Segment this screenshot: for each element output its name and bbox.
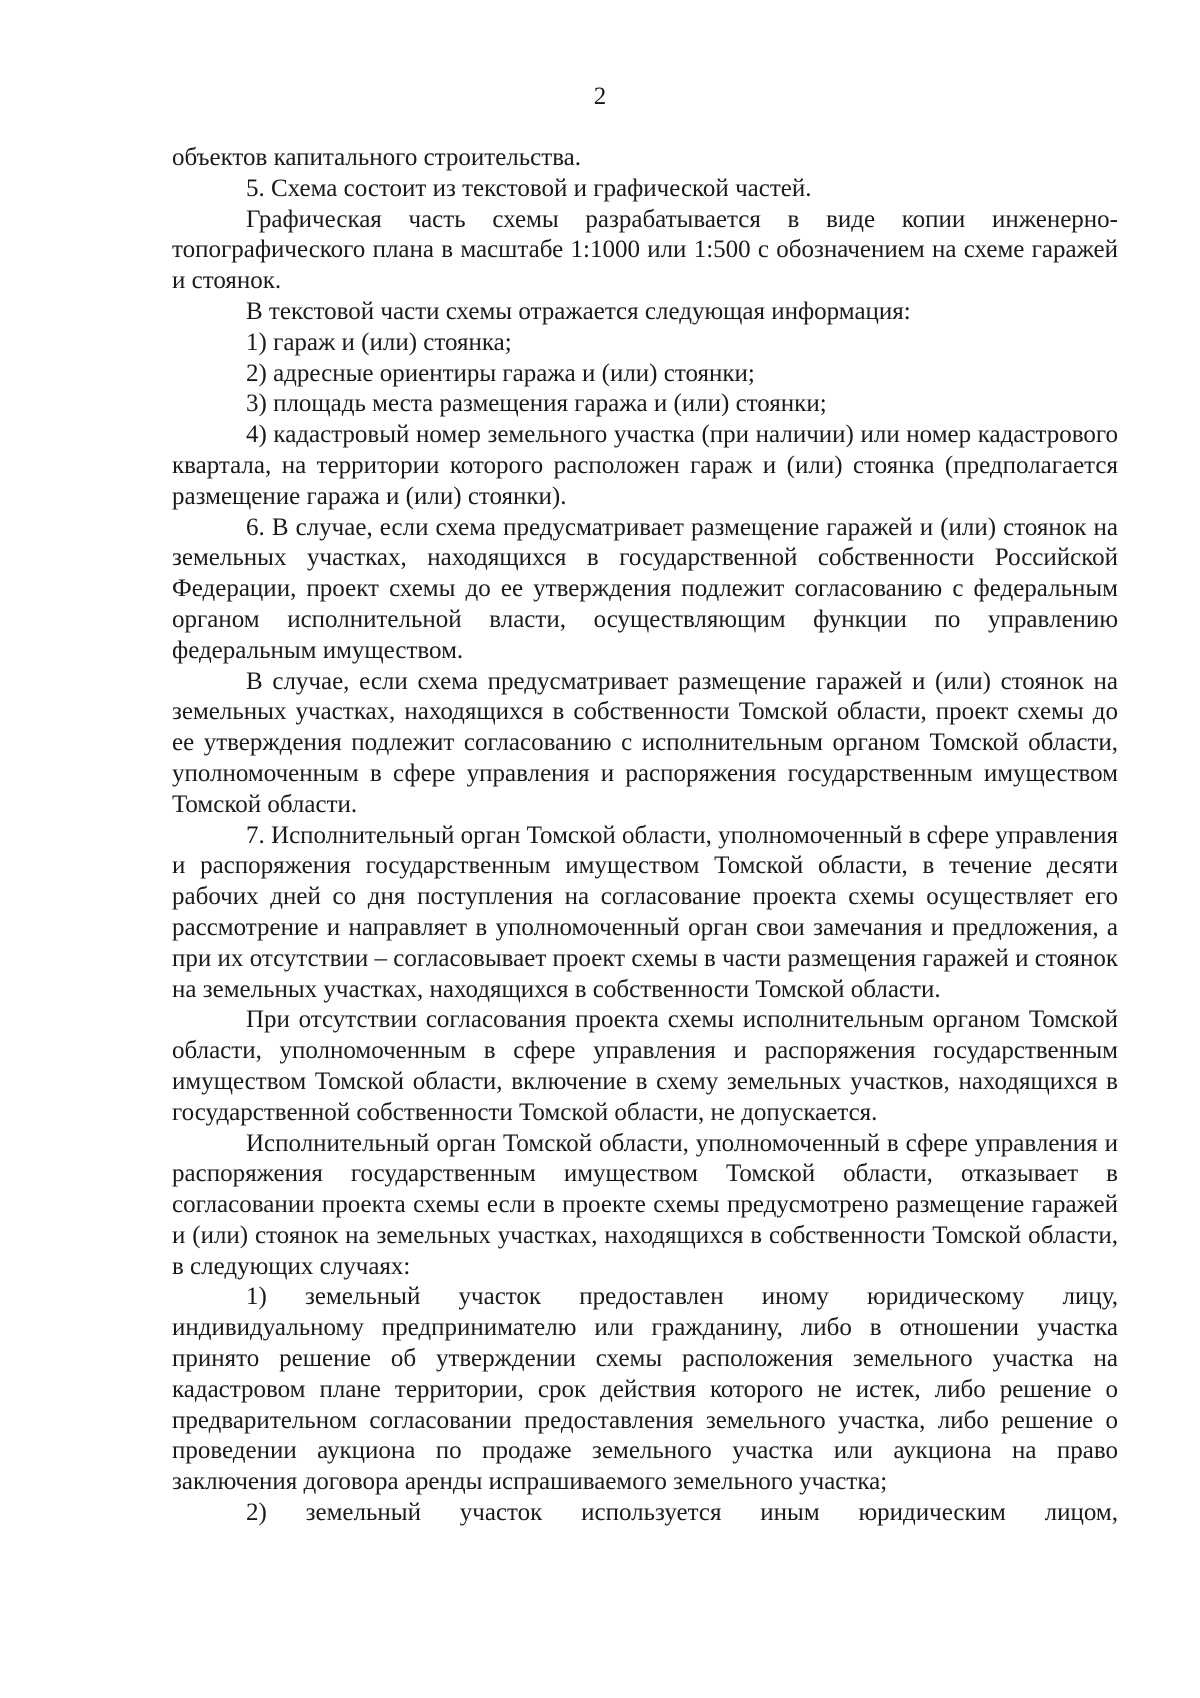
paragraph-no-approval: При отсутствии согласования проекта схемы исполнительным органом Томской области, уполномоченным в сфере управления и распоряжения государственным имуществом Томской области, включение в схему земельных участков, находящихся в государственной собственности Томской области, не допускается. <box>172 1006 1118 1126</box>
paragraph-text-part-intro: В текстовой части схемы отражается следующая информация: <box>246 297 911 325</box>
refusal-case-1: 1) земельный участок предоставлен иному юридическому лицу, индивидуальному предпринимателю или гражданину, либо в отношении участка принято решение об утверждении схемы расположения земельного участка на кадастровом плане территории, срок действия которого не истек, либо решение о предварительном согласовании предоставления земельного участка, либо решение о проведении аукциона по продаже земельного участка или аукциона на право заключения договора аренды испрашиваемого земельного участка; <box>172 1283 1118 1496</box>
list-item-1: 1) гараж и (или) стоянка; <box>246 328 512 356</box>
refusal-case-2: 2) земельный участок используется иным юридическим лицом, <box>246 1499 1118 1527</box>
list-item-3: 3) площадь места размещения гаража и (или) стоянки; <box>246 390 827 418</box>
document-body <box>172 143 1118 1529</box>
paragraph-item-5: 5. Схема состоит из текстовой и графической частей. <box>246 174 812 202</box>
paragraph-graphic-part: Графическая часть схемы разрабатывается в виде копии инженерно-топографического плана в масштабе 1:1000 или 1:500 с обозначением на схеме гаражей и стоянок. <box>172 205 1118 295</box>
paragraph-item-7: 7. Исполнительный орган Томской области, уполномоченный в сфере управления и распоряжения государственным имуществом Томской области, в течение десяти рабочих дней со дня поступления на согласование проекта схемы осуществляет его рассмотрение и направляет в уполномоченный орган свои замечания и предложения, а при их отсутствии – согласовывает проект схемы в части размещения гаражей и стоянок на земельных участках, находящихся в собственности Томской области. <box>172 821 1118 1003</box>
paragraph-item-6: 6. В случае, если схема предусматривает размещение гаражей и (или) стоянок на земельных участках, находящихся в государственной собственности Российской Федерации, проект схемы до ее утверждения подлежит согласованию с федеральным органом исполнительной власти, осуществляющим функции по управлению федеральным имуществом. <box>172 513 1118 664</box>
list-item-2: 2) адресные ориентиры гаража и (или) стоянки; <box>246 359 755 387</box>
paragraph-continuation: объектов капитального строительства. <box>172 144 582 171</box>
list-item-4: 4) кадастровый номер земельного участка (при наличии) или номер кадастрового квартала, на территории которого расположен гараж и (или) стоянка (предполагается размещение гаража и (или) стоянки). <box>172 421 1118 510</box>
paragraph-tomsk-approval: В случае, если схема предусматривает размещение гаражей и (или) стоянок на земельных участках, находящихся в собственности Томской области, проект схемы до ее утверждения подлежит согласованию с исполнительным органом Томской области, уполномоченным в сфере управления и распоряжения государственным имуществом Томской области. <box>172 667 1118 818</box>
paragraph-refusal-cases: Исполнительный орган Томской области, уполномоченный в сфере управления и распоряжения государственным имуществом Томской области, отказывает в согласовании проекта схемы если в проекте схемы предусмотрено размещение гаражей и (или) стоянок на земельных участках, находящихся в собственности Томской области, в следующих случаях: <box>172 1129 1118 1280</box>
page-number: 2 <box>593 83 607 110</box>
